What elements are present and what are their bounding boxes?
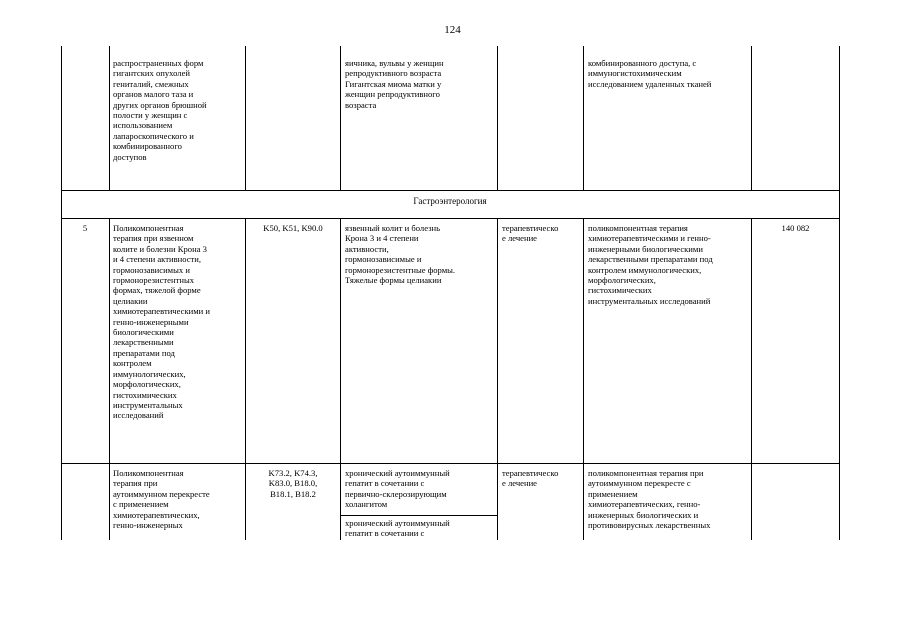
column-divider-5: [583, 46, 584, 191]
column-divider-1: [109, 218, 110, 540]
sub-row-separator: [340, 515, 497, 516]
row6-treatment: терапевтическо е лечение: [502, 468, 559, 489]
column-divider-3: [340, 46, 341, 191]
column-divider-6: [751, 218, 752, 540]
table-border-left: [61, 218, 62, 540]
row6-model-b: хронический аутоиммунный гепатит в сочетании с: [345, 518, 450, 539]
column-divider-6: [751, 46, 752, 191]
column-divider-4: [497, 218, 498, 540]
column-divider-2: [245, 46, 246, 191]
column-divider-1: [109, 46, 110, 191]
row6-model-a: хронический аутоиммунный гепатит в сочетании с первично-склерозирующим холангитом: [345, 468, 450, 510]
column-divider-5: [583, 218, 584, 540]
row-separator: [61, 190, 840, 191]
row-separator: [61, 463, 840, 464]
table-border-left: [61, 46, 62, 191]
table-border-right: [839, 190, 840, 219]
row5-model: язвенный колит и болезнь Крона 3 и 4 степени активности, гормонозависимые и гормонорезистентные формы. Тяжелые формы целиакии: [345, 223, 456, 286]
page-number: 124: [444, 24, 461, 36]
row6-codes: K73.2, K74.3, K83.0, B18.0, B18.1, B18.2: [268, 468, 318, 499]
table-border-right: [839, 46, 840, 191]
top-row-method: комбинированного доступа, с иммуногистохимическим исследованием удаленных тканей: [588, 58, 712, 89]
row-separator: [61, 218, 840, 219]
row6-method: поликомпонентная терапия при аутоиммунном перекресте с применением химиотерапевтических, генно- инженерных биологических и противовирусных лекарственных: [588, 468, 711, 531]
row6-name: Поликомпонентная терапия при аутоиммунном перекресте с применением химиотерапевтических, генно-инженерных: [113, 468, 210, 531]
top-row-model: яичника, вульвы у женщин репродуктивного возраста Гигантская миома матки у женщин репродуктивного возраста: [345, 58, 444, 110]
column-divider-3: [340, 218, 341, 540]
row5-name: Поликомпонентная терапия при язвенном колите и болезни Крона 3 и 4 степени активности, гормонозависимых и гормонорезистентных формах, тяжелой форме целиакии химиотерапевтическими и генно-инженерными биологическими лекарственными препаратами под контролем иммунологических, морфологических, гистохимических инструментальных исследований: [113, 223, 211, 421]
row5-cost: 140 082: [781, 223, 810, 233]
row5-number: 5: [82, 223, 88, 233]
section-title: Гастроэнтерология: [413, 196, 487, 206]
row5-codes: K50, K51, K90.0: [263, 223, 323, 233]
column-divider-4: [497, 46, 498, 191]
top-row-name: распространенных форм гигантских опухолей гениталий, смежных органов малого таза и других органов брюшной полости у женщин с использованием лапароскопического и комбинированного доступов: [113, 58, 207, 162]
row5-method: поликомпонентная терапия химиотерапевтическими и генно- инженерными биологическими лекарственными препаратами под контролем иммунологических, морфологических, гистохимических инструментальных исследований: [588, 223, 713, 306]
table-border-right: [839, 218, 840, 540]
row5-treatment: терапевтическо е лечение: [502, 223, 559, 244]
